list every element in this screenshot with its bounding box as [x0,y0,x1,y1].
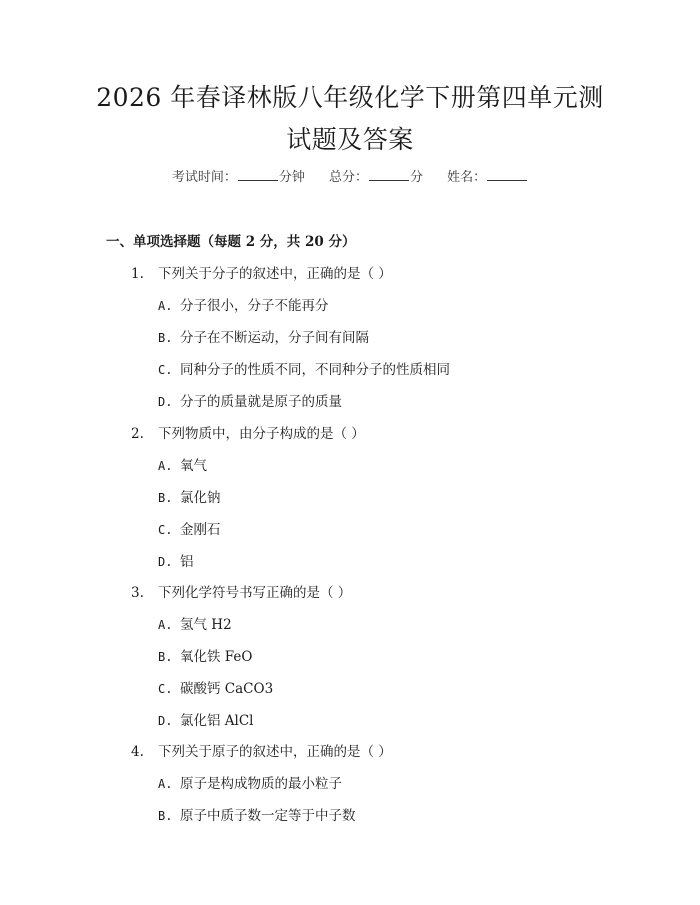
option-1c: C. 同种分子的性质不同，不同种分子的性质相同 [158,362,450,378]
question-number: 1. [131,266,144,282]
question-4 [131,740,392,760]
question-text: 下列化学符号书写正确的是（ ） [158,585,352,601]
question-3 [131,581,351,601]
question-number: 2. [131,426,144,442]
option-1a: A. 分子很小，分子不能再分 [158,298,329,314]
title-line-2: 试题及答案 [286,125,414,154]
student-name-label: 姓名： [447,170,487,185]
option-4a: A. 原子是构成物质的最小粒子 [158,776,342,792]
option-2d: D. 铝 [158,554,194,570]
option-3c: C. 碳酸钙 CaCO3 [158,681,274,697]
total-score-unit: 分 [410,170,424,185]
total-score [329,170,427,185]
exam-time [172,170,309,185]
option-2b: B. 氯化钠 [158,490,221,506]
option-2a: A. 氧气 [158,458,207,474]
total-score-label: 总分： [328,170,368,185]
section-heading: 一、单项选择题（每题 2 分，共 20 分） [106,234,356,250]
question-text: 下列关于分子的叙述中，正确的是（ ） [158,266,392,282]
option-3d: D. 氯化铝 AlCl [158,713,254,729]
question-number: 4. [131,744,144,760]
option-1b: B. 分子在不断运动，分子间有间隔 [158,330,369,346]
option-1d: D. 分子的质量就是原子的质量 [158,394,342,410]
exam-time-label: 考试时间： [171,170,237,185]
question-text: 下列关于原子的叙述中，正确的是（ ） [158,744,392,760]
option-2c: C. 金刚石 [158,522,221,538]
option-3b: B. 氧化铁 FeO [158,649,253,665]
title-line-1: 2026 年春译林版八年级化学下册第四单元测 [96,83,604,112]
option-4b: B. 原子中质子数一定等于中子数 [158,808,356,824]
question-2 [131,422,365,442]
question-text: 下列物质中，由分子构成的是（ ） [158,426,365,442]
exam-time-unit: 分钟 [278,170,305,185]
student-name [447,170,528,185]
document-title [0,78,700,160]
total-score-blank [369,168,409,181]
question-1 [131,262,392,282]
exam-time-blank [238,168,278,181]
exam-info-line [0,166,700,185]
question-number: 3. [131,585,144,601]
student-name-blank [487,168,527,181]
option-3a: A. 氢气 H2 [158,617,232,633]
